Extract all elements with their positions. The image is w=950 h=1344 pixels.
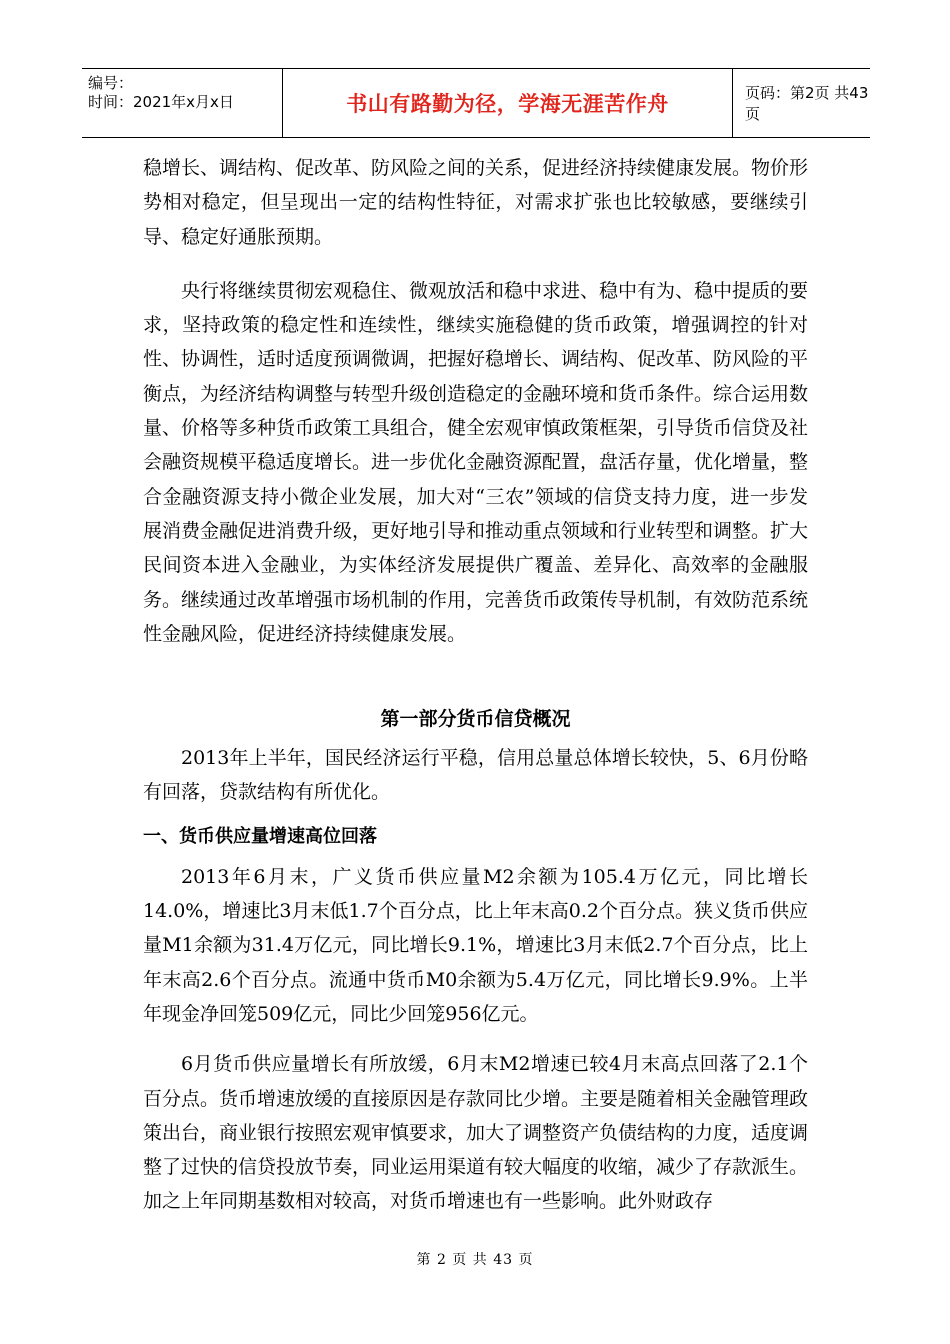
header-motto: 书山有路勤为径，学海无涯苦作舟 — [346, 92, 669, 116]
header-page-cell — [733, 69, 870, 137]
subheading: 一、货币供应量增速高位回落 — [143, 825, 377, 847]
header-page-info: 页码：第2页 共43页 — [745, 84, 869, 123]
paragraph-policy: 央行将继续贯彻宏观稳住、微观放活和稳中求进、稳中有为、稳中提质的要求，坚持政策的稳定性和连续性，继续实施稳健的货币政策，增强调控的针对性、协调性，适时适度预调微调，把握好稳增长、调结构、促改革、防风险的平衡点，为经济结构调整与转型升级创造稳定的金融环境和货币条件。综合运用数量、价格等多种货币政策工具组合，健全宏观审慎政策框架，引导货币信贷及社会融资规模平稳适度增长。进一步优化金融资源配置，盘活存量，优化增量，整合金融资源支持小微企业发展，加大对“三农”领域的信贷支持力度，进一步发展消费金融促进消费升级，更好地引导和推动重点领域和行业转型和调整。扩大民间资本进入金融业，为实体经济发展提供广覆盖、差异化、高效率的金融服务。继续通过改革增强市场机制的作用，完善货币政策传导机制，有效防范系统性金融风险，促进经济持续健康发展。 — [143, 279, 809, 645]
document-body — [143, 151, 808, 1219]
doc-time-label: 时间：2021年x月x日 — [88, 93, 234, 111]
paragraph-money-supply: 2013年6月末，广义货币供应量M2余额为105.4万亿元，同比增长14.0%，增速比3月末低1.7个百分点，比上年末高0.2个百分点。狭义货币供应量M1余额为31.4万亿元，同比增长9.1%，增速比3月末低2.7个百分点，比上年末高2.6个百分点。流通中货币M0余额为5.4万亿元，同比增长9.9%。上半年现金净回笼509亿元，同比少回笼956亿元。 — [143, 865, 808, 1025]
doc-code-label: 编号： — [88, 74, 134, 92]
header-meta — [82, 69, 283, 137]
page-header — [82, 68, 870, 138]
header-motto-cell — [283, 69, 733, 137]
section-title: 第一部分货币信贷概况 — [380, 708, 571, 731]
paragraph-continued: 稳增长、调结构、促改革、防风险之间的关系，促进经济持续健康发展。物价形势相对稳定，但呈现出一定的结构性特征，对需求扩张也比较敏感，要继续引导、稳定好通胀预期。 — [143, 157, 809, 248]
paragraph-overview: 2013年上半年，国民经济运行平稳，信用总量总体增长较快，5、6月份略有回落，贷款结构有所优化。 — [143, 747, 808, 804]
page-footer: 第 2 页 共 43 页 — [416, 1252, 534, 1268]
paragraph-slowdown: 6月货币供应量增长有所放缓，6月末M2增速已较4月末高点回落了2.1个百分点。货币增速放缓的直接原因是存款同比少增。主要是随着相关金融管理政策出台，商业银行按照宏观审慎要求，加大了调整资产负债结构的力度，适度调整了过快的信贷投放节奏，同业运用渠道有较大幅度的收缩，减少了存款派生。加之上年同期基数相对较高，对货币增速也有一些影响。此外财政存 — [143, 1053, 809, 1213]
